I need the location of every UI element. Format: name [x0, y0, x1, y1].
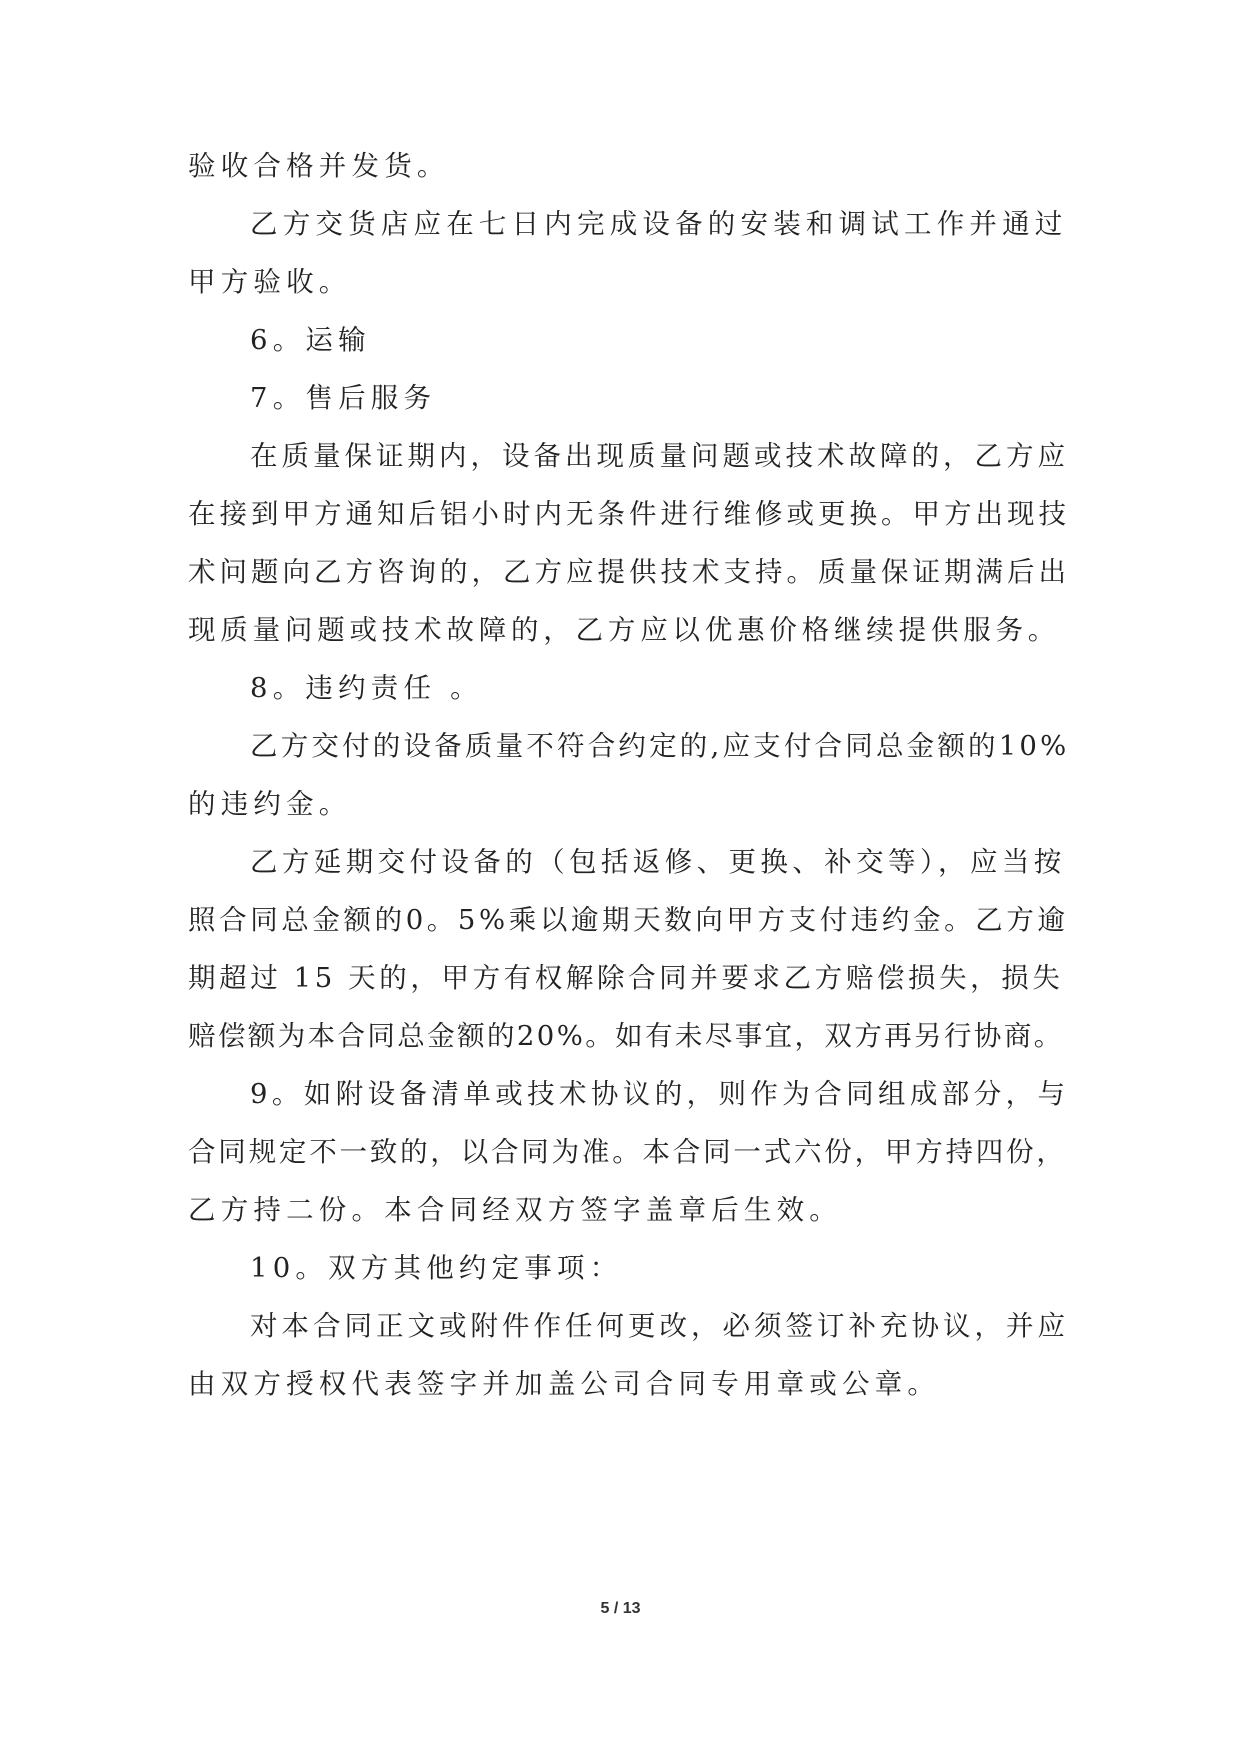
text-line: 由双方授权代表签字并加盖公司合同专用章或公章。 — [188, 1368, 941, 1400]
text-line: 甲方验收。 — [188, 266, 352, 298]
text-line: 合同规定不一致的，以合同为准。本合同一式六份，甲方持四份， — [188, 1136, 1067, 1168]
text-line: 9。如附设备清单或技术协议的，则作为合同组成部分，与 — [250, 1078, 1070, 1110]
text-line: 验收合格并发货。 — [188, 150, 450, 182]
text-line: 对本合同正文或附件作任何更改，必须签订补充协议，并应 — [250, 1310, 1069, 1342]
text-line: 的违约金。 — [188, 788, 352, 820]
text-line: 在质量保证期内，设备出现质量问题或技术故障的，乙方应 — [250, 440, 1069, 472]
text-line: 乙方交货店应在七日内完成设备的安装和调试工作并通过 — [250, 208, 1068, 240]
text-line: 7。售后服务 — [250, 382, 437, 414]
text-line: 照合同总金额的0。5%乘以逾期天数向甲方支付违约金。乙方逾 — [188, 904, 1069, 936]
text-line: 8。违约责任 。 — [250, 672, 483, 704]
text-line: 术问题向乙方咨询的，乙方应提供技术支持。质量保证期满后出 — [188, 556, 1070, 588]
text-line: 10。双方其他约定事项： — [250, 1252, 623, 1284]
text-line: 在接到甲方通知后铝小时内无条件进行维修或更换。甲方出现技 — [188, 498, 1070, 530]
text-line: 乙方交付的设备质量不符合约定的,应支付合同总金额的10% — [250, 730, 1070, 762]
text-line: 现质量问题或技术故障的，乙方应以优惠价格继续提供服务。 — [188, 614, 1061, 646]
page-number: 5 / 13 — [600, 1600, 641, 1617]
text-line: 乙方延期交付设备的（包括返修、更换、补交等），应当按 — [250, 846, 1066, 878]
text-line: 期超过 15 天的，甲方有权解除合同并要求乙方赔偿损失，损失 — [188, 962, 1064, 994]
text-line: 赔偿额为本合同总金额的20%。如有未尽事宜，双方再另行协商。 — [188, 1020, 1064, 1052]
text-line: 乙方持二份。本合同经双方签字盖章后生效。 — [188, 1194, 842, 1226]
text-line: 6。运输 — [250, 324, 371, 356]
